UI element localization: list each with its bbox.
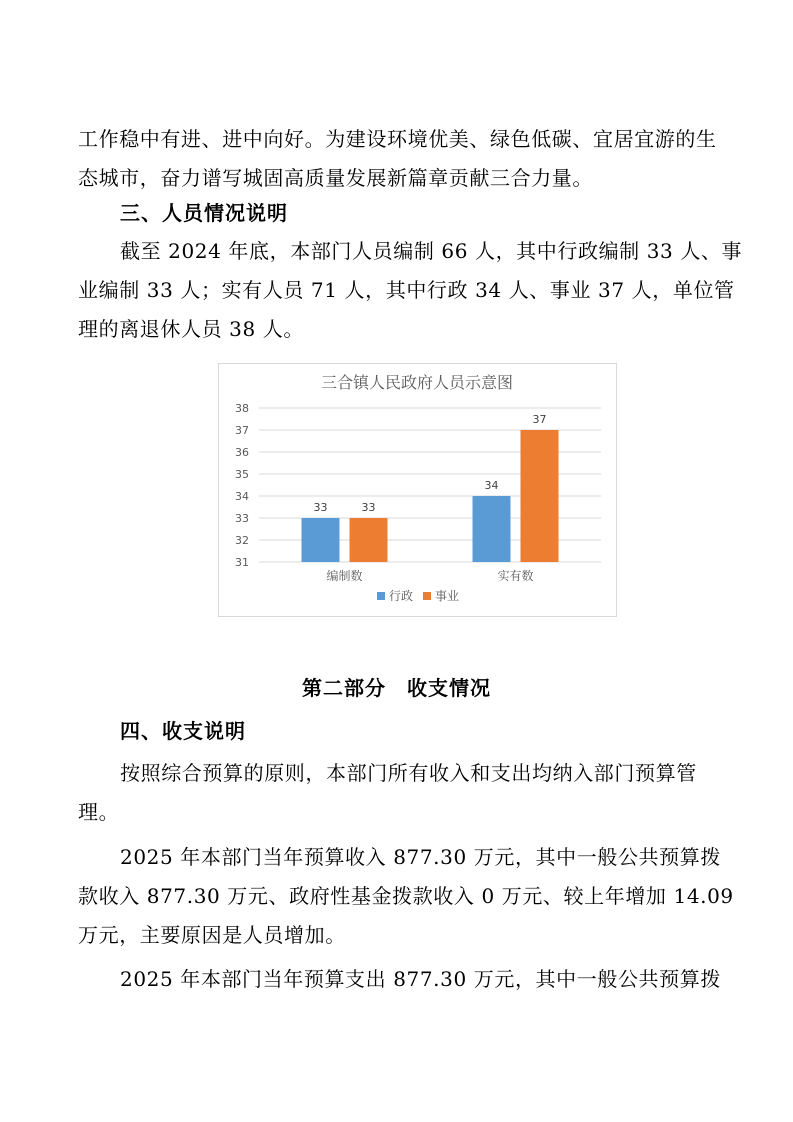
section-heading-staff: 三、人员情况说明: [120, 201, 288, 225]
y-tick-label: 35: [235, 468, 249, 481]
y-tick-label: 38: [235, 402, 249, 415]
text-line: 按照综合预算的原则，本部门所有收入和支出均纳入部门预算管: [120, 761, 697, 785]
text-line: 理的离退休人员 38 人。: [78, 317, 304, 341]
text-line: 工作稳中有进、进中向好。为建设环境优美、绿色低碳、宜居宜游的生: [78, 127, 717, 151]
paragraph-income: [78, 838, 734, 955]
text-line: 款收入 877.30 万元、政府性基金拨款收入 0 万元、较上年增加 14.09: [78, 884, 734, 908]
chart-title: 三合镇人民政府人员示意图: [320, 373, 514, 392]
paragraph-staff: [78, 232, 743, 349]
text-line: 2025 年本部门当年预算支出 877.30 万元，其中一般公共预算拨: [120, 967, 721, 991]
legend-label: 行政: [389, 589, 414, 603]
text-line: 业编制 33 人；实有人员 71 人，其中行政 34 人、事业 37 人，单位管: [78, 278, 735, 302]
y-tick-label: 34: [235, 490, 249, 503]
x-tick-label: 实有数: [497, 569, 534, 583]
paragraph-expense: [78, 960, 721, 999]
bar: [473, 496, 511, 562]
text-line: 截至 2024 年底，本部门人员编制 66 人，其中行政编制 33 人、事: [120, 239, 743, 263]
paragraph-principle: [78, 754, 718, 832]
y-tick-label: 37: [235, 424, 249, 437]
text-line: 万元，主要原因是人员增加。: [78, 923, 346, 947]
data-label: 37: [532, 413, 547, 426]
bar: [302, 518, 340, 562]
chart-svg: [219, 364, 616, 616]
text-line: 2025 年本部门当年预算收入 877.30 万元，其中一般公共预算拨: [120, 845, 721, 869]
data-label: 33: [361, 501, 376, 514]
text-line: 态城市，奋力谱写城固高质量发展新篇章贡献三合力量。: [78, 166, 593, 190]
staff-chart: [218, 363, 617, 617]
legend-label: 事业: [435, 589, 460, 603]
x-tick-label: 编制数: [326, 569, 363, 583]
data-label: 33: [313, 501, 328, 514]
part-title: 第二部分 收支情况: [302, 676, 491, 700]
text-line: 理。: [78, 800, 120, 824]
bar: [350, 518, 388, 562]
section-heading-budget: 四、收支说明: [120, 719, 246, 743]
y-tick-label: 31: [235, 556, 249, 569]
data-label: 34: [484, 479, 499, 492]
paragraph-intro: [78, 120, 718, 198]
legend-swatch: [423, 592, 431, 600]
y-tick-label: 36: [235, 446, 249, 459]
bar: [521, 430, 559, 562]
y-tick-label: 33: [235, 512, 249, 525]
y-tick-label: 32: [235, 534, 249, 547]
legend-swatch: [377, 592, 385, 600]
